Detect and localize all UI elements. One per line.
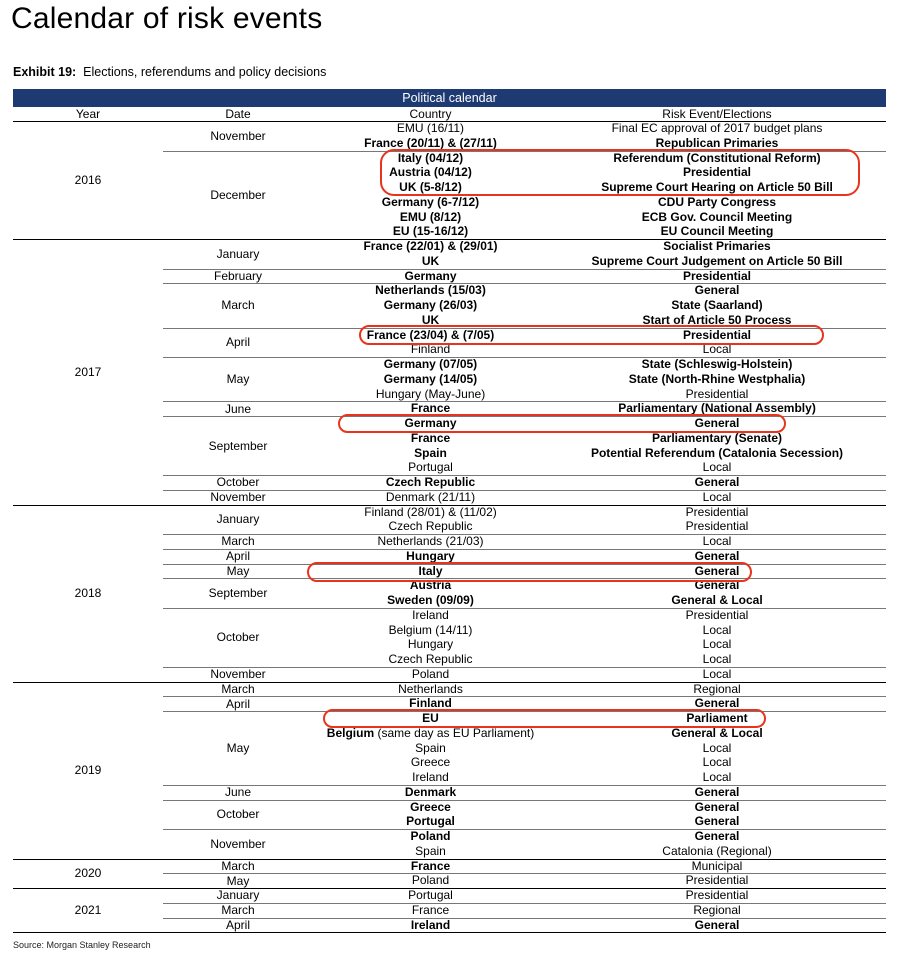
header-country: Country	[409, 107, 452, 121]
country-name: Hungary	[407, 637, 454, 652]
month-label: June	[224, 785, 252, 800]
event-cell: Presidential	[682, 327, 752, 342]
country-cell	[313, 815, 548, 828]
month-label: April	[225, 696, 250, 711]
year-label: 2021	[74, 903, 102, 918]
country-name: Germany (07/05)	[383, 357, 478, 371]
event-cell: Presidential	[682, 165, 752, 180]
country-cell	[313, 270, 548, 283]
country-name: Spain	[414, 445, 447, 460]
month-label: February	[213, 268, 263, 283]
month-label: October	[216, 475, 260, 490]
country-name: Denmark	[404, 784, 457, 799]
header-year: Year	[75, 107, 101, 121]
event-cell: Presidential	[685, 386, 749, 401]
country-name: Ireland	[410, 917, 451, 932]
country-name: Portugal	[408, 460, 453, 475]
month-label: April	[225, 917, 250, 932]
country-name: Italy	[418, 563, 443, 578]
country-cell	[313, 211, 548, 224]
header-event: Risk Event/Elections	[662, 107, 772, 121]
country-name: France (20/11) & (27/11)	[364, 135, 497, 150]
country-cell	[313, 284, 548, 297]
event-cell: Parliamentary (Senate)	[651, 430, 783, 445]
event-cell: General	[694, 563, 740, 578]
highlight-oval	[307, 562, 752, 582]
country-name: Poland	[411, 873, 450, 888]
country-cell	[313, 771, 548, 784]
month-label: March	[221, 858, 255, 873]
country-cell	[313, 491, 548, 504]
country-name: Portugal	[408, 888, 453, 902]
month-label: October	[216, 630, 260, 645]
event-cell: Regional	[693, 902, 741, 917]
year-label: 2016	[74, 173, 102, 187]
country-cell	[313, 240, 548, 253]
event-cell: General	[694, 814, 740, 829]
event-cell: General	[694, 416, 740, 430]
country-cell	[313, 860, 548, 873]
country-name: EMU (16/11)	[396, 121, 465, 135]
country-name: Spain	[415, 740, 446, 755]
event-cell: Local	[702, 755, 732, 770]
country-cell	[313, 638, 548, 651]
event-cell: Presidential	[685, 504, 749, 519]
event-cell: Local	[702, 460, 732, 475]
country-name: Greece	[410, 755, 451, 770]
country-cell	[313, 225, 548, 238]
country-name: Netherlands (21/03)	[377, 534, 484, 548]
month-label: September	[208, 438, 268, 453]
country-cell	[313, 874, 548, 887]
country-name: EU	[422, 711, 439, 725]
country-name: Austria (04/12)	[389, 165, 472, 180]
event-cell: General	[694, 829, 740, 843]
event-cell: General	[694, 917, 740, 932]
event-cell: Final EC approval of 2017 budget plans	[611, 121, 823, 135]
month-label: April	[225, 335, 250, 350]
country-cell	[313, 299, 548, 312]
table-banner: Political calendar	[13, 89, 886, 107]
country-name: Germany	[404, 268, 457, 283]
month-label: March	[221, 681, 255, 696]
event-cell: State (Schleswig-Holstein)	[641, 357, 793, 371]
month-label: May	[226, 563, 250, 578]
country-name: France	[410, 430, 451, 445]
country-name: Austria	[409, 578, 452, 593]
country-name: EMU (8/12)	[399, 209, 462, 224]
country-name: France (22/01) & (29/01)	[363, 239, 498, 253]
event-cell: Local	[702, 652, 732, 666]
country-cell	[313, 137, 548, 150]
country-cell	[313, 683, 548, 696]
country-cell	[313, 609, 548, 622]
event-cell: EU Council Meeting	[660, 224, 774, 239]
event-cell: Presidential	[685, 888, 749, 902]
event-cell: Local	[702, 770, 732, 784]
event-cell: General	[694, 696, 740, 711]
country-name: Germany	[404, 416, 457, 430]
country-cell	[313, 845, 548, 858]
event-cell: General & Local	[671, 593, 763, 607]
country-cell	[313, 255, 548, 268]
event-cell: Presidential	[685, 873, 749, 888]
event-cell: Parliamentary (National Assembly)	[618, 401, 816, 416]
event-cell: State (Saarland)	[671, 298, 763, 312]
country-name: Finland	[410, 342, 451, 357]
event-cell: Regional	[693, 681, 741, 696]
event-cell: Municipal	[691, 858, 743, 873]
event-cell: Local	[702, 740, 732, 755]
country-cell	[313, 432, 548, 445]
event-cell: General & Local	[671, 725, 763, 740]
country-name: Sweden (09/09)	[387, 593, 474, 607]
exhibit-label: Exhibit 19:	[13, 65, 77, 79]
event-cell: Socialist Primaries	[663, 239, 771, 253]
country-name: Belgium	[326, 725, 375, 740]
country-name: Belgium (14/11)	[388, 622, 473, 637]
country-cell	[313, 343, 548, 356]
event-cell: Catalonia (Regional)	[662, 843, 772, 858]
month-label: January	[216, 512, 260, 527]
country-cell	[313, 756, 548, 769]
country-name: Greece	[410, 799, 451, 814]
year-label: 2017	[74, 364, 102, 379]
event-cell: Local	[702, 637, 732, 652]
event-cell: Local	[702, 622, 732, 637]
event-cell: Parliament	[686, 711, 748, 725]
event-cell: General	[694, 548, 740, 563]
event-cell: General	[694, 799, 740, 814]
event-cell: Republican Primaries	[655, 135, 779, 150]
month-label: November	[210, 128, 266, 143]
country-name: Poland	[411, 666, 450, 681]
country-name: UK	[421, 312, 440, 327]
country-name: Czech Republic	[388, 519, 473, 534]
country-cell	[313, 373, 548, 386]
country-name: UK (5-8/12)	[399, 180, 462, 194]
event-cell: ECB Gov. Council Meeting	[641, 209, 793, 224]
country-name: Portugal	[406, 814, 455, 829]
table-bottom-rule	[13, 932, 886, 933]
country-cell	[313, 727, 548, 740]
event-cell: State (North-Rhine Westphalia)	[628, 371, 806, 386]
event-cell: General	[694, 784, 740, 799]
event-cell: Potential Referendum (Catalonia Secession)	[590, 445, 844, 460]
event-cell: Local	[702, 489, 732, 504]
month-label: October	[216, 807, 260, 822]
month-label: November	[210, 836, 266, 851]
country-cell	[313, 889, 548, 902]
event-cell: General	[694, 475, 740, 489]
country-cell	[313, 594, 548, 607]
country-cell	[313, 122, 548, 135]
country-cell	[313, 535, 548, 548]
country-cell	[313, 550, 548, 563]
year-label: 2019	[74, 763, 102, 777]
event-cell: Start of Article 50 Process	[642, 312, 792, 327]
country-name: Germany (26/03)	[383, 298, 478, 312]
country-cell	[313, 624, 548, 637]
country-cell	[313, 919, 548, 932]
month-label: June	[224, 401, 252, 416]
highlight-oval	[338, 414, 786, 433]
event-cell: Supreme Court Hearing on Article 50 Bill	[601, 180, 833, 194]
header-date: Date	[225, 107, 251, 121]
country-name: Netherlands (15/03)	[375, 283, 486, 298]
event-cell: Presidential	[685, 607, 749, 622]
page-title: Calendar of risk events	[11, 2, 323, 35]
country-cell	[313, 447, 548, 460]
country-name: Poland	[410, 829, 451, 843]
country-cell	[313, 461, 548, 474]
country-name: EU (15-16/12)	[392, 224, 469, 239]
month-label: April	[225, 549, 250, 564]
country-name: France	[410, 858, 451, 873]
year-label: 2018	[74, 586, 102, 600]
event-cell: Presidential	[685, 519, 749, 534]
country-name: Italy (04/12)	[397, 150, 464, 165]
country-cell	[313, 506, 548, 519]
highlight-oval	[359, 325, 824, 345]
country-name: Ireland	[412, 770, 449, 784]
country-cell	[313, 358, 548, 371]
country-name: Czech Republic	[385, 475, 476, 489]
country-cell	[313, 653, 548, 666]
event-cell: Referendum (Constitutional Reform)	[613, 150, 821, 165]
country-name: Hungary	[406, 548, 455, 563]
month-label: May	[226, 740, 250, 755]
country-cell	[313, 520, 548, 533]
country-name: Netherlands	[398, 681, 463, 696]
country-note: (same day as EU Parliament)	[374, 725, 535, 740]
year-label: 2020	[74, 866, 102, 881]
source-note: Source: Morgan Stanley Research	[13, 940, 151, 950]
country-name: Ireland	[412, 607, 449, 622]
month-label: March	[221, 534, 255, 549]
country-name: Germany (14/05)	[383, 371, 478, 386]
country-cell	[313, 904, 548, 917]
country-cell	[313, 742, 548, 755]
month-label: January	[216, 888, 260, 903]
event-cell: Local	[702, 534, 732, 548]
month-label: May	[226, 372, 250, 387]
country-cell	[313, 830, 548, 843]
month-label: November	[210, 667, 266, 682]
event-cell: Local	[702, 666, 732, 681]
month-label: September	[208, 586, 268, 600]
country-name: Spain	[415, 843, 446, 858]
event-cell: General	[694, 283, 740, 298]
event-cell: Presidential	[682, 268, 752, 283]
country-cell	[313, 388, 548, 401]
month-label: November	[210, 490, 266, 505]
month-label: March	[221, 298, 255, 313]
highlight-oval	[380, 149, 860, 196]
event-cell: Supreme Court Judgement on Article 50 Bill	[591, 253, 843, 268]
country-name: Hungary (May-June)	[375, 386, 486, 401]
exhibit-text: Elections, referendums and policy decisions	[83, 65, 327, 79]
highlight-oval	[323, 709, 766, 728]
country-name: Denmark (21/11)	[385, 489, 476, 504]
month-label: May	[226, 873, 250, 888]
event-cell: Local	[702, 342, 732, 357]
country-name: France	[410, 401, 451, 416]
country-cell	[313, 668, 548, 681]
country-cell	[313, 786, 548, 799]
country-cell	[313, 196, 548, 209]
country-name: Finland	[409, 696, 452, 711]
month-label: March	[221, 903, 255, 918]
country-name: France	[411, 902, 450, 917]
country-name: Czech Republic	[388, 652, 473, 666]
country-name: France (23/04) & (7/05)	[366, 327, 495, 342]
country-name: Germany (6-7/12)	[381, 194, 480, 209]
country-cell	[313, 476, 548, 489]
month-label: January	[216, 246, 260, 261]
event-cell: CDU Party Congress	[657, 194, 777, 209]
month-label: December	[210, 187, 266, 202]
country-name: Finland (28/01) & (11/02)	[364, 504, 497, 519]
country-name: UK	[421, 253, 440, 268]
event-cell: General	[694, 578, 740, 593]
country-cell	[313, 801, 548, 814]
